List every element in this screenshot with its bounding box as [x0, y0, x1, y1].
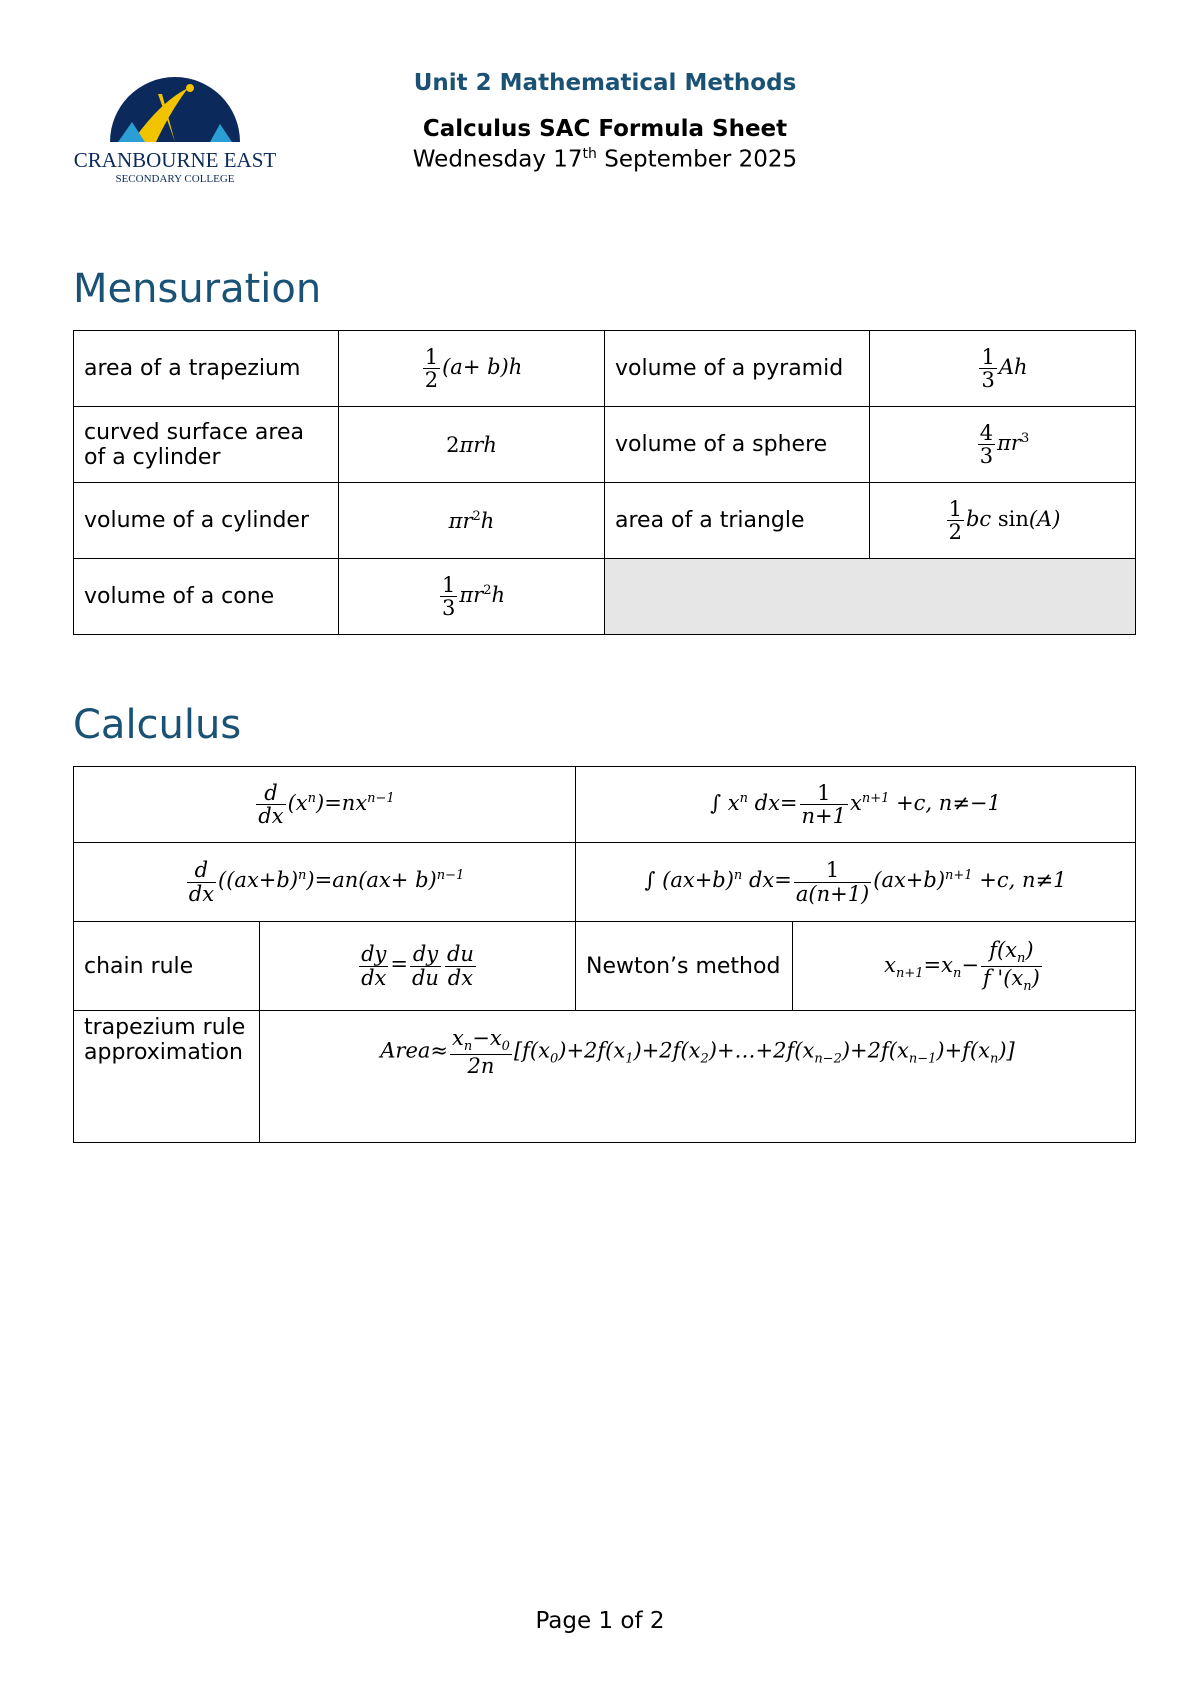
- pyramid-volume-formula: $\frac{1}{3}$ Ah: [870, 331, 1136, 407]
- newtons-method-formula: $x_{n+1}=x_n-$ $\frac{f(x_n)}{f '(x_n)}$: [793, 922, 1136, 1011]
- chain-rule-label: chain rule: [74, 922, 260, 1011]
- triangle-area-formula: $\frac{1}{2}$ bc sin(A): [870, 483, 1136, 559]
- cone-volume-formula: $\frac{1}{3}$ $\pi r^2h$: [339, 559, 605, 635]
- sheet-date: Wednesday 17th September 2025: [412, 146, 798, 173]
- calculus-heading: Calculus: [73, 702, 242, 748]
- table-row: [74, 1011, 1136, 1143]
- document-header: [330, 70, 880, 173]
- power-derivative-formula: $\frac{d}{dx}$ $(x^n)=nx^{n-1}$: [74, 767, 576, 843]
- newtons-method-label: Newton’s method: [576, 922, 793, 1011]
- mensuration-table: [73, 330, 1136, 635]
- table-row: [74, 331, 1136, 407]
- table-row: [74, 559, 1136, 635]
- cone-volume-label: volume of a cone: [74, 559, 339, 635]
- page-footer: Page 1 of 2: [535, 1608, 665, 1634]
- table-row: [74, 483, 1136, 559]
- table-row: [74, 407, 1136, 483]
- mensuration-heading: Mensuration: [73, 266, 322, 312]
- trapezium-area-label: area of a trapezium: [74, 331, 339, 407]
- cylinder-surface-formula: 2πrh: [339, 407, 605, 483]
- logo-line1: CRANBOURNE EAST: [73, 148, 277, 172]
- trapezium-area-formula: $\frac{1}{2}$ (a+ b)h: [339, 331, 605, 407]
- sheet-title: Calculus SAC Formula Sheet: [422, 116, 788, 142]
- linear-power-derivative-formula: $\frac{d}{dx}$ $((ax+b)^n)=an(ax+ b)^{n-1}$: [74, 843, 576, 922]
- sphere-volume-label: volume of a sphere: [605, 407, 870, 483]
- trapezium-rule-formula: Area≈ $\frac{x_n-x_0}{2n}$ $[f(x_0)+2f(x_1)+2f(x_2)+\dots+2f(x_{n-2})+2f(x_{n-1})+f(x_n)]$: [260, 1011, 1136, 1143]
- cylinder-surface-label: curved surface area of a cylinder: [74, 407, 339, 483]
- triangle-area-label: area of a triangle: [605, 483, 870, 559]
- unit-title: Unit 2 Mathematical Methods: [413, 70, 797, 96]
- trapezium-rule-label: trapezium rule approximation: [74, 1011, 260, 1143]
- power-integral-formula: ∫ $x^n$ dx= $\frac{1}{n+1}$ $x^{n+1} +c$, n≠−1: [576, 767, 1136, 843]
- cylinder-volume-label: volume of a cylinder: [74, 483, 339, 559]
- table-row: [74, 922, 1136, 1011]
- table-row: [74, 767, 1136, 843]
- pyramid-volume-label: volume of a pyramid: [605, 331, 870, 407]
- calculus-table: [73, 766, 1136, 1143]
- cylinder-volume-formula: $\pi r^2h$: [339, 483, 605, 559]
- logo-line2: SECONDARY COLLEGE: [115, 173, 235, 185]
- linear-power-integral-formula: ∫ $(ax+b)^n$ dx= $\frac{1}{a(n+1)}$ $(ax+b)^{n+1} +c$, n≠1: [576, 843, 1136, 922]
- table-row: [74, 843, 1136, 922]
- chain-rule-formula: $\frac{dy}{dx}$ = $\frac{dy}{du}$ $\frac{du}{dx}$: [260, 922, 576, 1011]
- sphere-volume-formula: $\frac{4}{3}$ $\pi r^3$: [870, 407, 1136, 483]
- college-logo: [70, 72, 280, 197]
- empty-cell: [605, 559, 1136, 635]
